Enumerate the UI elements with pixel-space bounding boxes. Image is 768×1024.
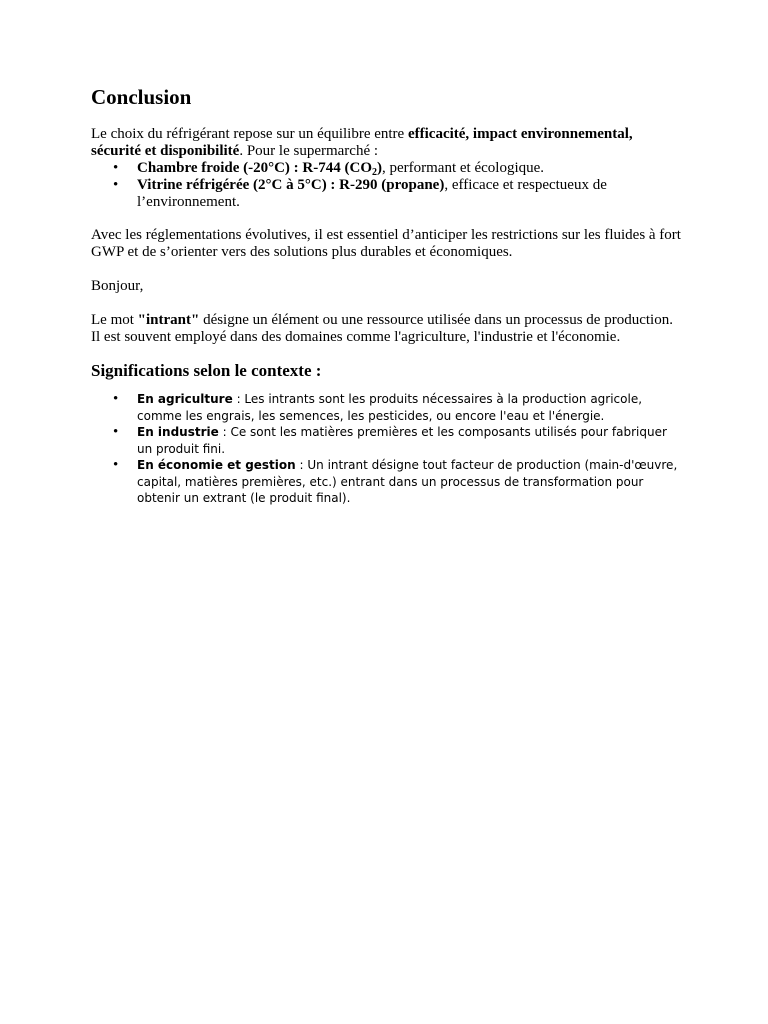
conclusion-closing: Avec les réglementations évolutives, il est essentiel d’anticiper les restrictions sur les fluides à fort GWP et de s’orienter vers des solutions plus durables et économiques. — [91, 227, 681, 260]
significations-list — [91, 391, 681, 507]
item-text: : Un intrant désigne tout facteur de production (main-d'œuvre, capital, matières premières, etc.) entrant dans un processus de transformation pour obtenir un extrant (le produit final). — [137, 458, 678, 505]
item-subscript: 2 — [372, 167, 377, 178]
item-bold: En industrie — [137, 425, 219, 439]
conclusion-intro — [91, 126, 681, 160]
list-item — [91, 457, 681, 507]
document-page — [91, 84, 681, 507]
item-text: : Les intrants sont les produits nécessaires à la production agricole, comme les engrais, les semences, les pesticides, ou encore l'eau et l'énergie. — [137, 392, 643, 423]
item-text: , efficace et respectueux de l’environnement. — [137, 177, 607, 210]
conclusion-title: Conclusion — [91, 85, 192, 109]
item-bold-end: ) — [377, 160, 382, 176]
intro-text: Le choix du réfrigérant repose sur un équilibre entre — [91, 126, 408, 142]
significations-heading: Significations selon le contexte : — [91, 361, 322, 380]
list-item — [91, 424, 681, 457]
refrigerant-list — [91, 160, 681, 211]
item-text: , performant et écologique. — [382, 160, 545, 176]
item-bold: En économie et gestion — [137, 458, 296, 472]
intro-bold: efficacité, impact environnemental, sécurité et disponibilité — [91, 126, 633, 159]
list-item — [91, 160, 681, 177]
intro-end: . Pour le supermarché : — [239, 143, 379, 159]
greeting: Bonjour, — [91, 278, 144, 294]
intrant-bold: "intrant" — [137, 312, 200, 328]
item-text: : Ce sont les matières premières et les composants utilisés pour fabriquer un produit fini. — [137, 425, 667, 456]
item-bold: Chambre froide (-20°C) : R-744 (CO — [137, 160, 372, 176]
intrant-pre: Le mot — [91, 312, 138, 328]
intrant-post: désigne un élément ou une ressource utilisée dans un processus de production. Il est souvent employé dans des domaines comme l'agriculture, l'industrie et l'économie. — [91, 312, 673, 345]
item-bold: Vitrine réfrigérée (2°C à 5°C) : R-290 (propane) — [137, 177, 445, 193]
list-item — [91, 391, 681, 424]
intrant-definition — [91, 312, 681, 346]
item-bold: En agriculture — [137, 392, 233, 406]
list-item — [91, 177, 681, 211]
